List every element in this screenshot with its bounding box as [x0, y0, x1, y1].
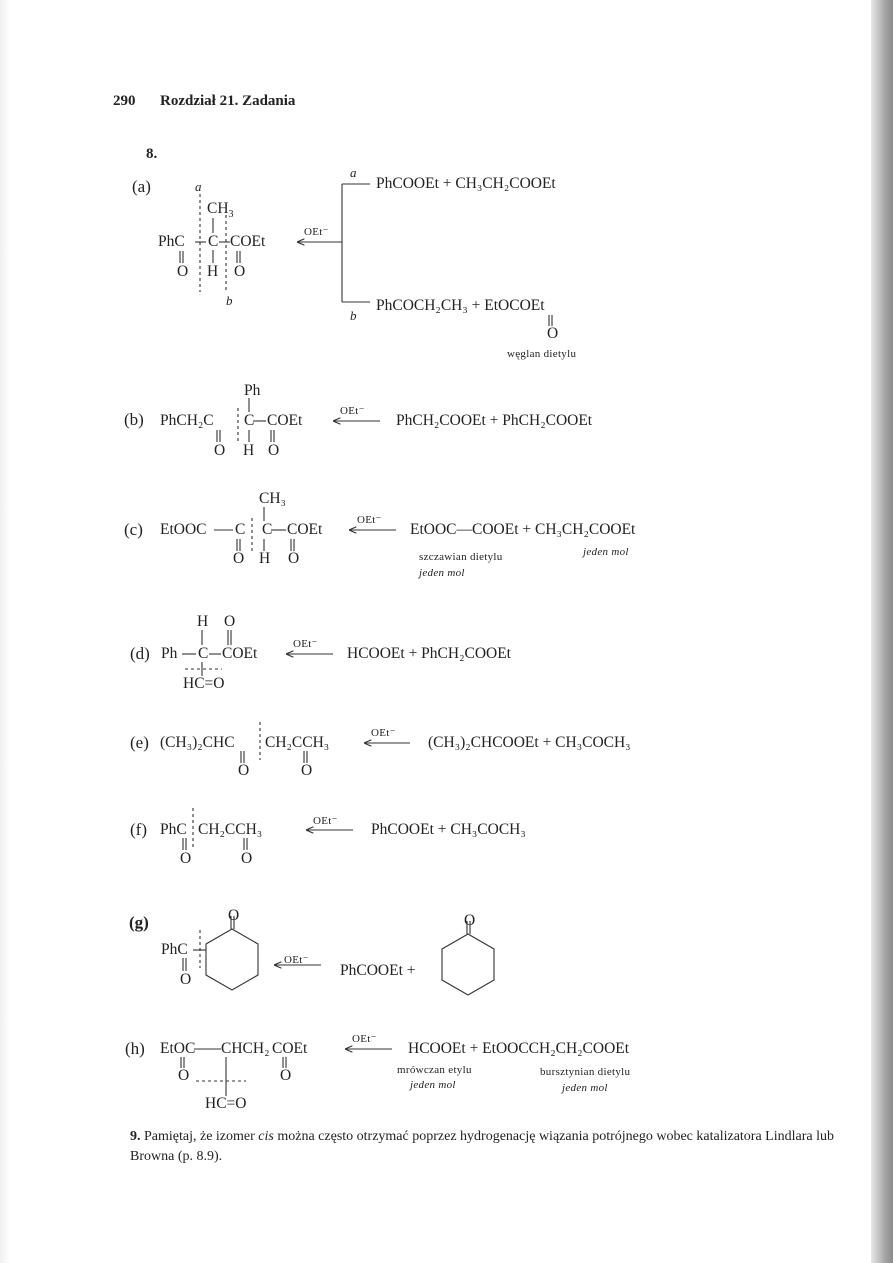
c-carbon-2: C	[262, 521, 273, 538]
g-reagent: OEt⁻	[284, 954, 309, 966]
c-bonds	[214, 507, 396, 551]
d-bonds	[182, 630, 333, 676]
cut-label-b: b	[226, 293, 233, 308]
h-oxygen-1: O	[178, 1067, 190, 1084]
note-one-mol-2: jeden mol	[583, 546, 629, 558]
a-ketone-oxygen: O	[177, 263, 189, 280]
a-ester-group: COEt	[230, 233, 266, 250]
e-oxygen-2: O	[301, 762, 313, 779]
page-number: 290	[113, 93, 136, 109]
c-carbon-1: C	[235, 521, 246, 538]
d-formyl-group: HC=O	[183, 675, 225, 692]
f-oxygen-1: O	[180, 850, 192, 867]
part-d-label: (d)	[130, 644, 150, 663]
g-bonds	[183, 916, 494, 995]
a-bonds	[180, 184, 552, 326]
b-ketone-oxygen: O	[214, 442, 226, 459]
b-left-fragment: PhCH₂C	[160, 412, 214, 429]
part-g-label: (g)	[129, 913, 149, 932]
h-left-fragment: EtOC	[160, 1040, 196, 1057]
f-bonds	[183, 808, 353, 850]
g-cyclohexanone-oxygen: O	[464, 912, 476, 929]
d-reagent: OEt⁻	[293, 638, 318, 650]
g-ring-oxygen: O	[228, 907, 240, 924]
cut-label-a: a	[195, 179, 202, 194]
b-bonds	[217, 398, 380, 442]
part-c-label: (c)	[124, 520, 143, 539]
a-reagent: OEt⁻	[304, 226, 329, 238]
e-left-fragment: (CH₃)₂CHC	[160, 734, 235, 751]
problem-9-text: 9. Pamiętaj, że izomer cis można często otrzymać poprzez hydrogenację wiązania potrójnego wobec katalizatora Lindlara lub Browna (p. 8.9).	[130, 1129, 834, 1164]
page-header-title: Rozdział 21. Zadania	[160, 93, 296, 109]
b-products: PhCH₂COOEt + PhCH₂COOEt	[396, 412, 593, 429]
g-benzoyl: PhC	[161, 941, 188, 958]
b-reagent: OEt⁻	[340, 405, 365, 417]
f-products: PhCOOEt + CH₃COCH₃	[371, 821, 526, 838]
f-oxygen-2: O	[241, 850, 253, 867]
branch-b-label: b	[350, 308, 357, 323]
methyl-group: $CH_3$	[207, 200, 234, 221]
part-a-label: (a)	[132, 177, 151, 196]
note-diethyl-succinate: bursztynian dietylu	[540, 1066, 631, 1078]
b-ester-group: COEt	[267, 412, 303, 429]
f-left-fragment: PhC	[160, 821, 187, 838]
d-central-carbon: C	[198, 645, 209, 662]
part-f-label: (f)	[130, 820, 147, 839]
b-hydrogen: H	[243, 442, 255, 459]
c-methyl-group: CH₃	[259, 490, 286, 507]
note-ethyl-formate: mrówczan etylu	[397, 1064, 472, 1076]
note-one-mol-4: jeden mol	[562, 1082, 608, 1094]
a-hydrogen: H	[207, 263, 219, 280]
g-benzoyl-oxygen: O	[180, 971, 192, 988]
note-diethyl-oxalate: szczawian dietylu	[419, 551, 503, 563]
part-b-label: (b)	[124, 410, 144, 429]
g-products: PhCOOEt +	[340, 962, 416, 979]
d-hydrogen: H	[197, 613, 209, 630]
b-central-carbon: C	[244, 412, 255, 429]
problem-8-number: 8.	[146, 146, 158, 162]
c-ketone-oxygen: O	[233, 550, 245, 567]
c-left-fragment: EtOOC	[160, 521, 207, 538]
h-ester-group: COEt	[272, 1040, 308, 1057]
c-ester-group: COEt	[287, 521, 323, 538]
e-right-fragment: CH₂CCH₃	[265, 734, 330, 751]
c-hydrogen: H	[259, 550, 271, 567]
h-bonds	[181, 1049, 392, 1096]
a-left-fragment: PhC	[158, 233, 185, 250]
f-reagent: OEt⁻	[313, 815, 338, 827]
branch-a-label: a	[350, 165, 357, 180]
c-reagent: OEt⁻	[357, 514, 382, 526]
branch-a-products: PhCOOEt + CH₃CH₂COOEt	[376, 175, 556, 192]
h-products: HCOOEt + EtOOCCH₂CH₂COOEt	[408, 1040, 630, 1057]
carbonate-oxygen: O	[547, 325, 559, 342]
f-right-fragment: CH₂CCH₃	[198, 821, 263, 838]
d-phenyl: Ph	[161, 645, 178, 662]
b-ester-oxygen: O	[268, 442, 280, 459]
h-formyl-group: HC=O	[205, 1095, 247, 1112]
note-diethyl-carbonate: węglan dietylu	[507, 348, 577, 360]
h-middle-fragment: CHCH₂	[221, 1040, 270, 1057]
e-reagent: OEt⁻	[371, 727, 396, 739]
e-bonds	[241, 722, 410, 763]
e-products: (CH₃)₂CHCOOEt + CH₃COCH₃	[428, 734, 631, 751]
d-ester-group: COEt	[222, 645, 258, 662]
e-oxygen-1: O	[238, 762, 250, 779]
h-oxygen-2: O	[280, 1067, 292, 1084]
note-one-mol-1: jeden mol	[419, 567, 465, 579]
part-e-label: (e)	[130, 733, 149, 752]
note-one-mol-3: jeden mol	[410, 1079, 456, 1091]
c-products: EtOOC—COOEt + CH₃CH₂COOEt	[410, 521, 636, 538]
part-h-label: (h)	[125, 1039, 145, 1058]
h-reagent: OEt⁻	[352, 1033, 377, 1045]
a-ester-oxygen: O	[234, 263, 246, 280]
branch-b-products: PhCOCH₂CH₃ + EtOCOEt	[376, 297, 545, 314]
a-central-carbon: C	[208, 233, 219, 250]
d-products: HCOOEt + PhCH₂COOEt	[347, 645, 511, 662]
c-ester-oxygen: O	[288, 550, 300, 567]
d-ester-oxygen: O	[224, 613, 236, 630]
b-phenyl: Ph	[244, 382, 261, 399]
